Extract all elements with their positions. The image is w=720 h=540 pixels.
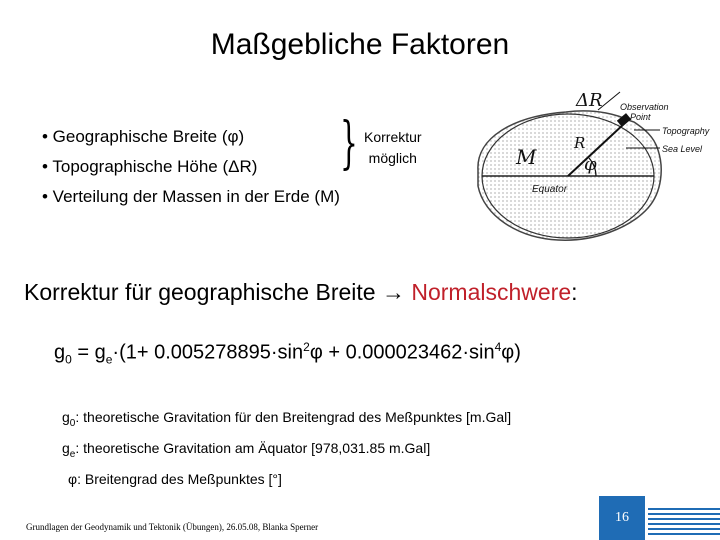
equator-label: Equator: [532, 184, 568, 195]
definition-symbol: φ: [68, 470, 78, 487]
definition-symbol: g: [62, 439, 70, 456]
observation-point-label-line1: Observation: [620, 102, 669, 112]
bullet-mass-distribution: • Verteilung der Massen in der Erde (M): [42, 187, 340, 206]
definition-symbol: g: [62, 409, 70, 425]
delta-r-label: ΔR: [576, 90, 603, 111]
definition-text: : Breitengrad des Meßpunktes [°]: [77, 470, 282, 487]
formula-term1: ·(1+ 0.005278895·sin: [112, 341, 304, 364]
normal-gravity-formula: [54, 340, 521, 367]
decorative-stripes: [648, 508, 720, 538]
headline-text: Korrektur für geographische Breite: [24, 279, 382, 305]
formula-g0: g: [54, 341, 66, 364]
page-number: 16: [599, 496, 645, 540]
formula-ge-sub: e: [105, 352, 113, 367]
correction-note-line1: Korrektur: [364, 129, 422, 145]
latitude-label: φ: [584, 154, 597, 175]
definition-subscript: e: [69, 448, 76, 460]
definition-g0: [62, 405, 511, 436]
mass-label: M: [516, 145, 537, 169]
formula-exponent-2: 2: [303, 340, 310, 354]
definitions-list: [62, 405, 511, 492]
normal-gravity-headline: [24, 279, 578, 306]
formula-exponent-4: 4: [494, 340, 502, 354]
definition-text: : theoretische Gravitation am Äquator [978,031.85 m.Gal]: [75, 439, 431, 456]
definition-phi: [62, 467, 511, 492]
footer-citation: Grundlagen der Geodynamik und Tektonik (Übungen), 26.05.08, Blanka Sperner: [26, 522, 319, 532]
definition-text: : theoretische Gravitation für den Breitengrad des Meßpunktes [m.Gal]: [75, 409, 512, 425]
formula-g0-sub: 0: [65, 352, 72, 367]
correction-note-line2: möglich: [368, 150, 417, 166]
definition-ge: [62, 436, 511, 467]
right-arrow-icon: →: [381, 279, 405, 305]
bullet-topography: • Topographische Höhe (ΔR): [42, 157, 258, 176]
formula-end: φ): [501, 341, 521, 364]
topography-label: Topography: [662, 126, 710, 136]
headline-colon: :: [571, 279, 578, 305]
formula-term2: φ + 0.000023462·sin: [309, 341, 495, 364]
headline-highlight: Normalschwere: [404, 279, 572, 305]
slide-title: Maßgebliche Faktoren: [210, 28, 510, 61]
definition-subscript: 0: [69, 417, 76, 429]
bullet-latitude: • Geographische Breite (φ): [42, 127, 245, 146]
curly-brace: }: [340, 111, 358, 176]
sea-level-label: Sea Level: [662, 144, 703, 154]
earth-diagram: [458, 88, 720, 248]
observation-point-label-line2: Point: [630, 112, 651, 122]
bullet-list: [42, 122, 340, 212]
correction-note: [364, 127, 422, 169]
formula-ge: = g: [71, 341, 106, 364]
radius-label: R: [574, 134, 586, 152]
